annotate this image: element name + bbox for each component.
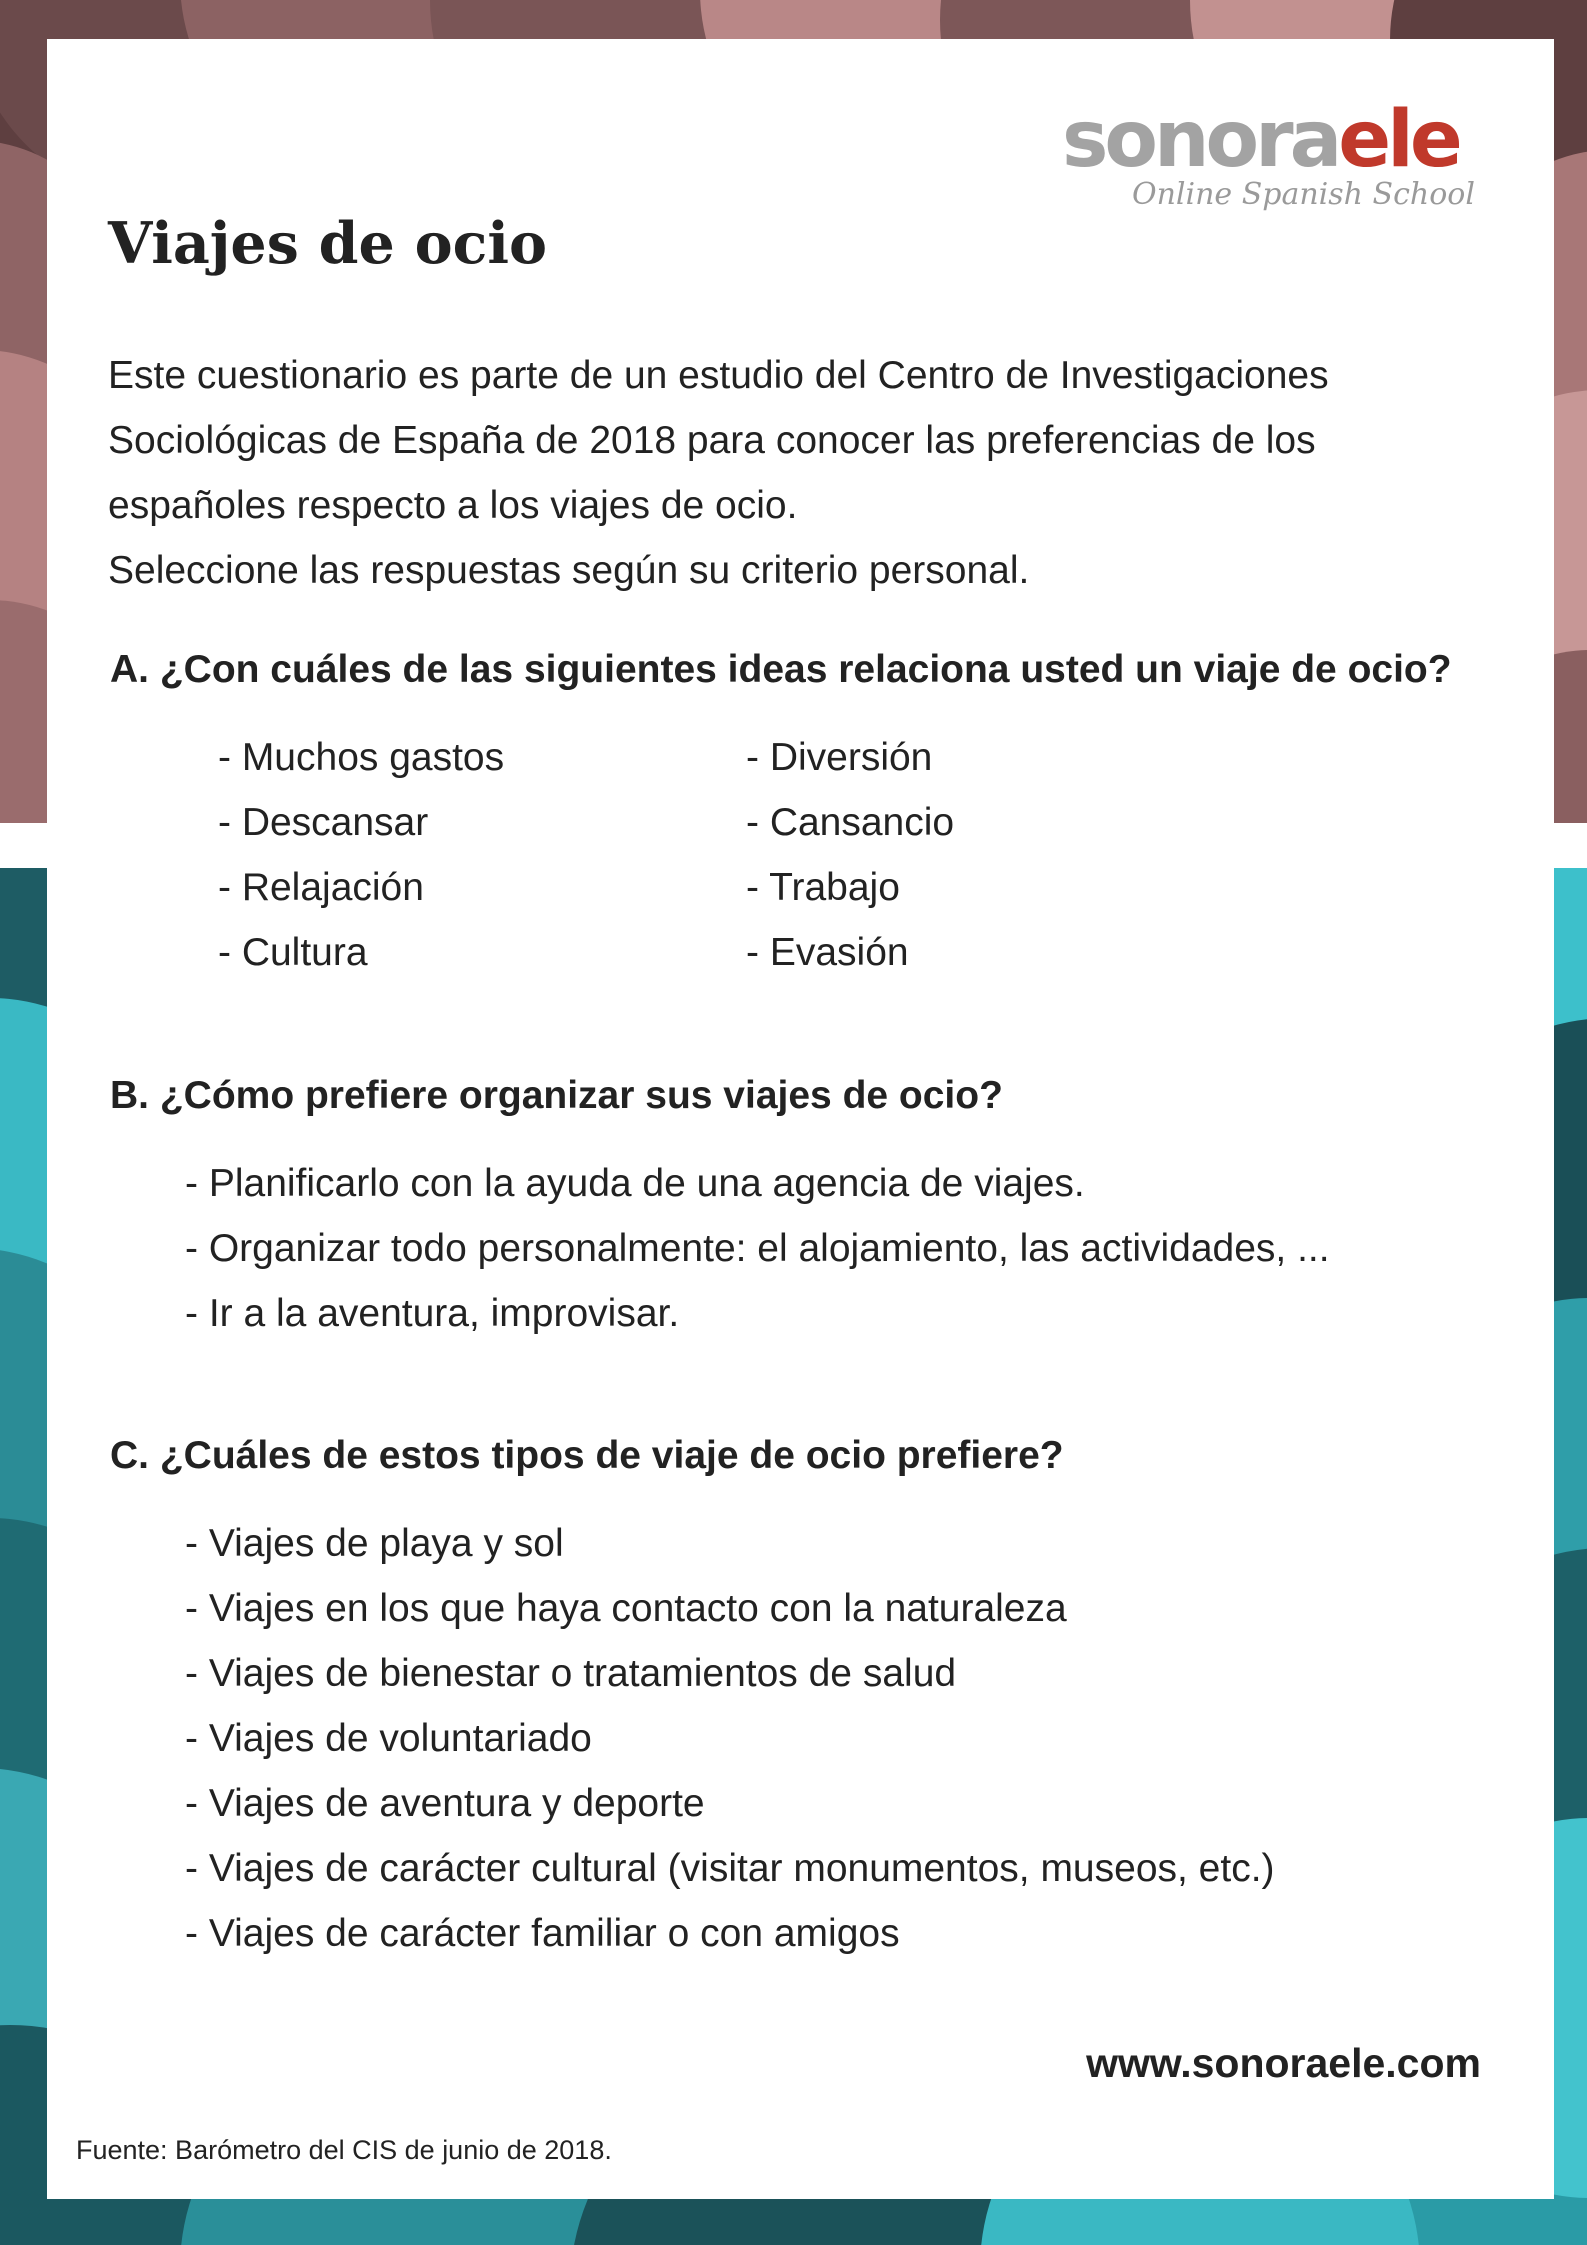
logo-word-grey: sonora [1062, 95, 1339, 185]
option-item: - Viajes de voluntariado [185, 1717, 592, 1760]
question-b-options [185, 1151, 1330, 1346]
logo-tagline: Online Spanish School [1132, 177, 1475, 212]
option-item: - Viajes de aventura y deporte [185, 1782, 705, 1825]
option-item: - Cultura [218, 931, 368, 974]
logo-word-red: ele [1338, 95, 1459, 185]
intro-line: Sociológicas de España de 2018 para conocer las preferencias de los [108, 419, 1316, 462]
question-c-options [185, 1511, 1275, 1966]
intro-paragraph [108, 343, 1508, 603]
option-item: - Viajes de carácter familiar o con amigos [185, 1912, 900, 1955]
option-item: - Descansar [218, 801, 429, 844]
intro-line: Seleccione las respuestas según su criterio personal. [108, 549, 1030, 592]
question-a-right-options [746, 725, 954, 985]
website-link[interactable]: www.sonoraele.com [1086, 2040, 1481, 2086]
sonoraele-logo [1062, 95, 1492, 225]
intro-line: Este cuestionario es parte de un estudio del Centro de Investigaciones [108, 354, 1329, 397]
option-item: - Ir a la aventura, improvisar. [185, 1292, 680, 1335]
source-note: Fuente: Barómetro del CIS de junio de 2018. [76, 2135, 612, 2165]
option-item: - Planificarlo con la ayuda de una agencia de viajes. [185, 1162, 1085, 1205]
logo-wordmark [1062, 95, 1492, 185]
option-item: - Viajes de playa y sol [185, 1522, 564, 1565]
option-item: - Cansancio [746, 801, 955, 844]
question-a-heading: A. ¿Con cuáles de las siguientes ideas relaciona usted un viaje de ocio? [110, 648, 1452, 691]
question-a-left-options [218, 725, 504, 985]
option-item: - Organizar todo personalmente: el alojamiento, las actividades, ... [185, 1227, 1330, 1270]
option-item: - Viajes en los que haya contacto con la naturaleza [185, 1587, 1067, 1630]
option-item: - Relajación [218, 866, 424, 909]
option-item: - Trabajo [746, 866, 900, 909]
page-title: Viajes de ocio [108, 210, 547, 277]
option-item: - Viajes de carácter cultural (visitar monumentos, museos, etc.) [185, 1847, 1275, 1890]
question-c-heading: C. ¿Cuáles de estos tipos de viaje de ocio prefiere? [110, 1434, 1064, 1477]
option-item: - Viajes de bienestar o tratamientos de salud [185, 1652, 957, 1695]
question-b-heading: B. ¿Cómo prefiere organizar sus viajes de ocio? [110, 1074, 1003, 1117]
intro-line: españoles respecto a los viajes de ocio. [108, 484, 798, 527]
option-item: - Evasión [746, 931, 909, 974]
option-item: - Muchos gastos [218, 736, 505, 779]
option-item: - Diversión [746, 736, 933, 779]
